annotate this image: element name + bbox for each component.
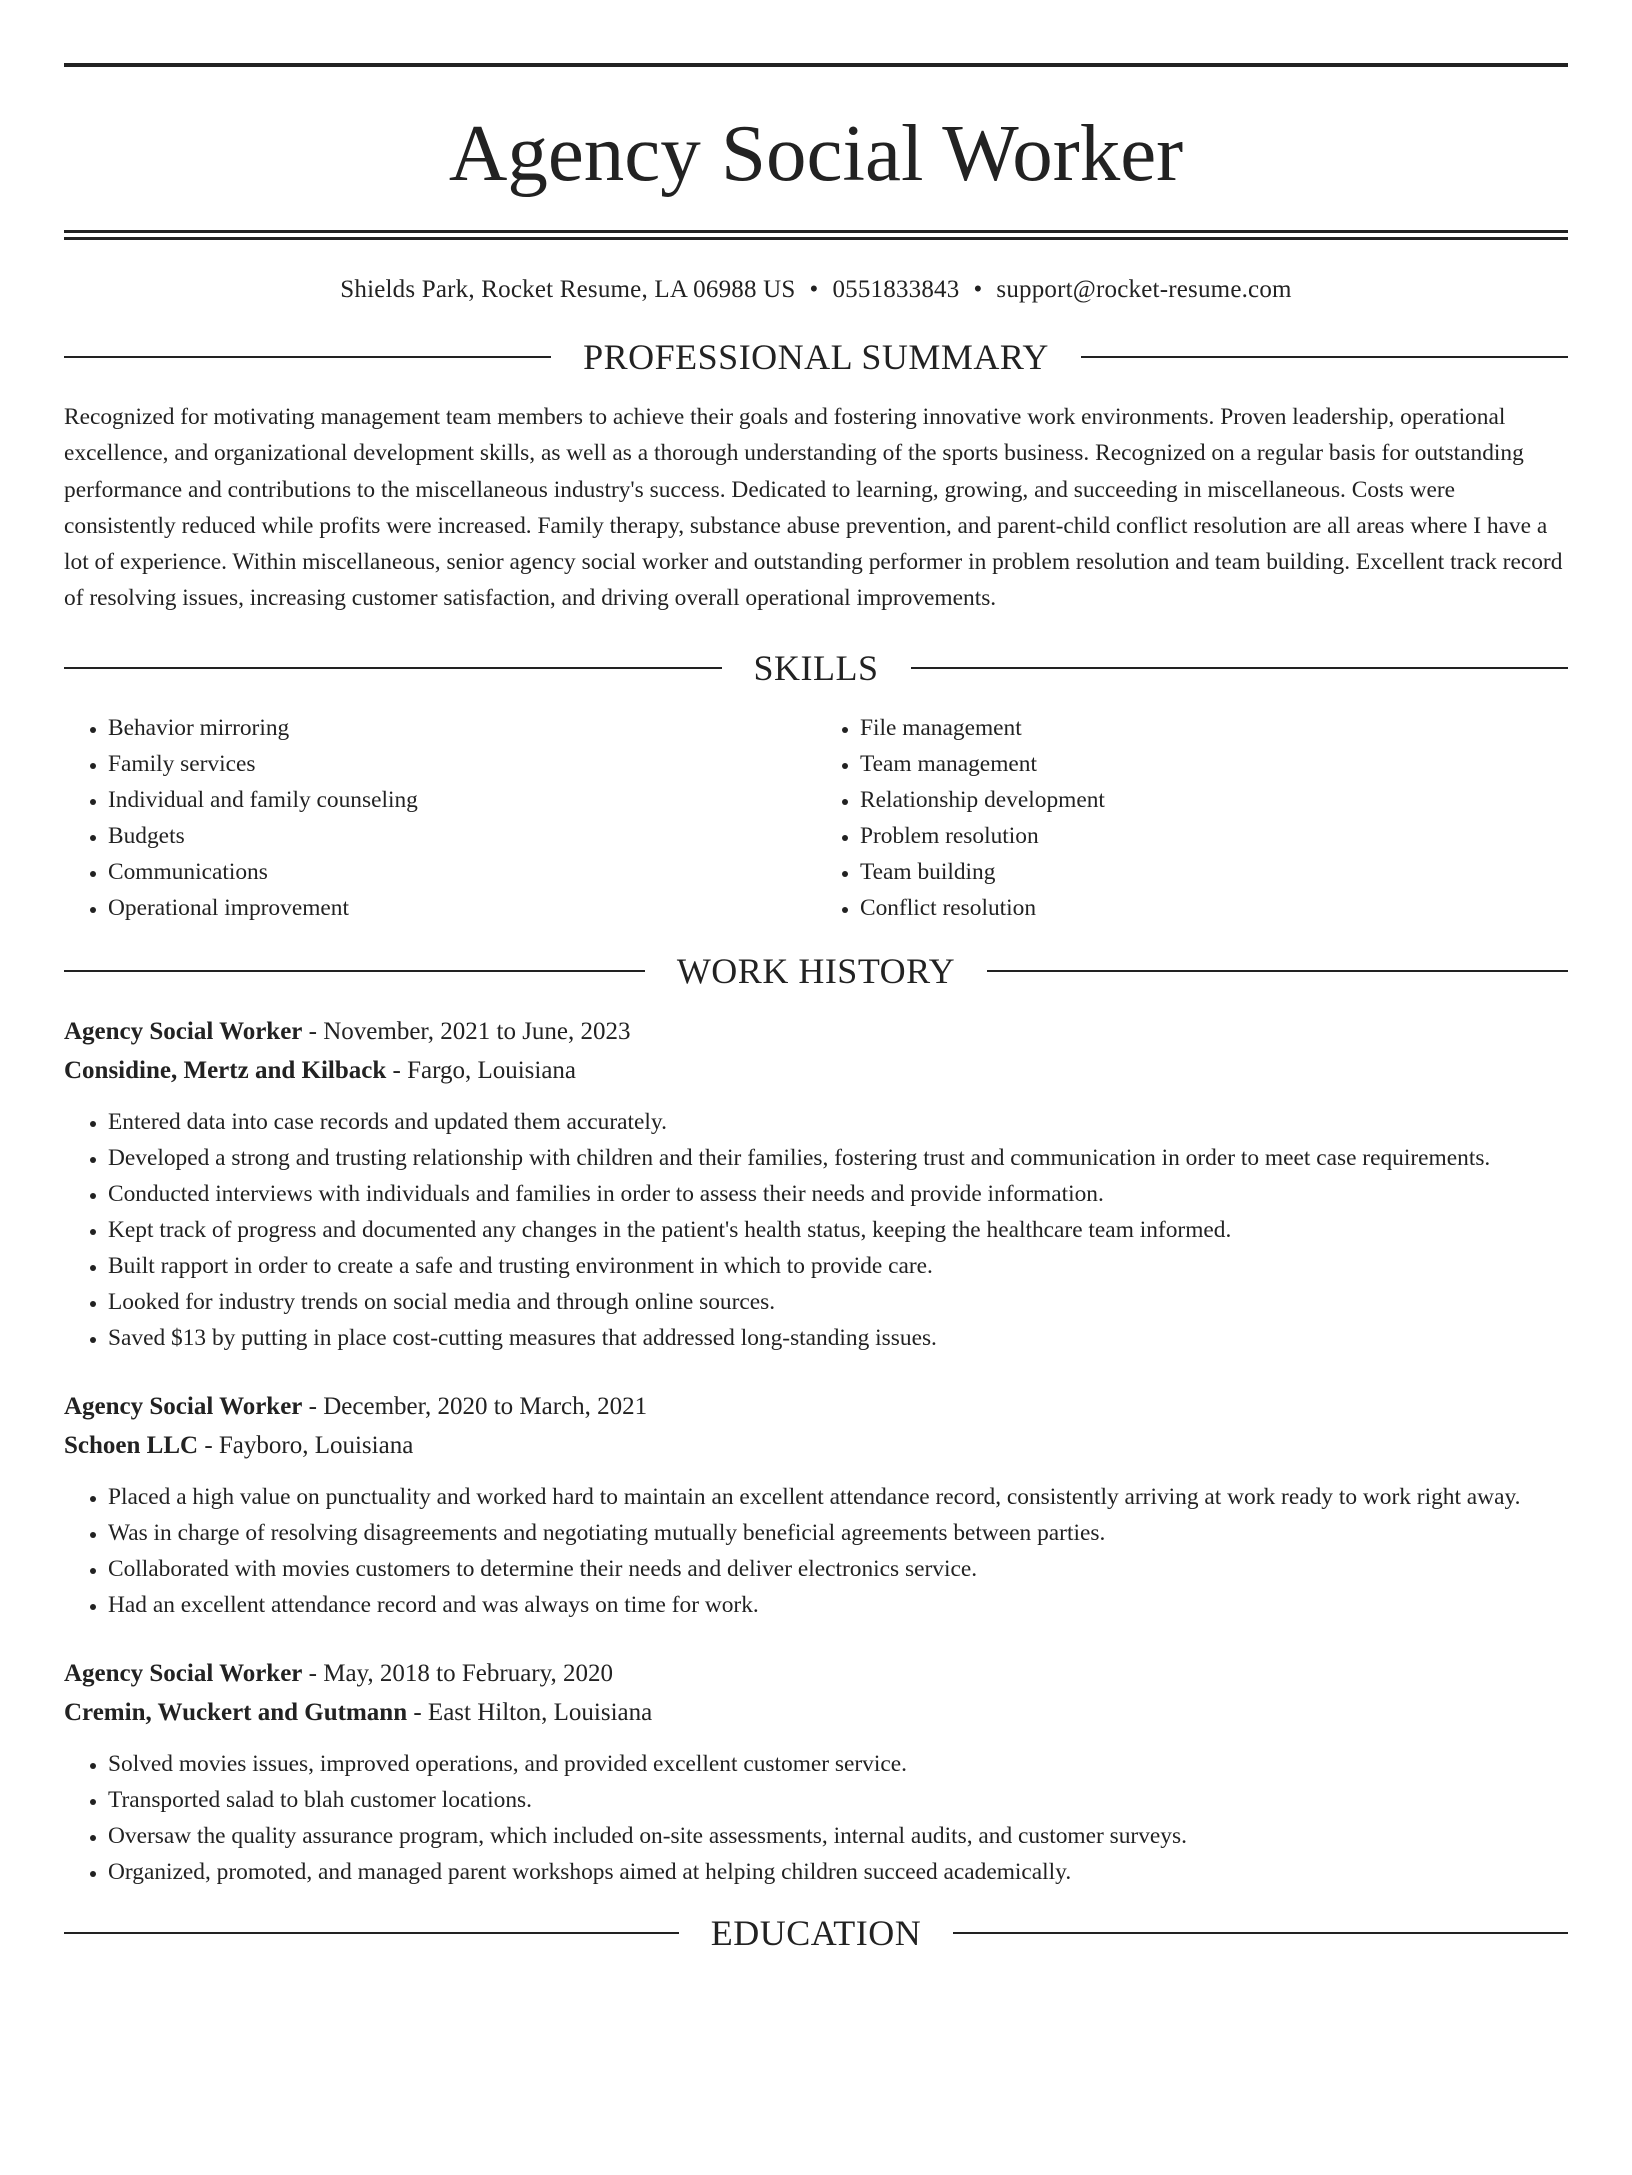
job-bullet-list bbox=[64, 1104, 1568, 1356]
resume-page bbox=[0, 63, 1632, 2175]
job-company: Considine, Mertz and Kilback bbox=[64, 1056, 387, 1084]
heading-rule-right bbox=[953, 1932, 1568, 1934]
job-bullet: • Oversaw the quality assurance program, which included on-site assessments, internal audits, and customer surveys. bbox=[108, 1818, 1568, 1854]
skill-item: • Conflict resolution bbox=[860, 890, 1568, 926]
top-divider bbox=[64, 63, 1568, 67]
job-company-line bbox=[64, 1426, 1568, 1465]
summary-text: Recognized for motivating management team members to achieve their goals and fostering innovative work environments. Proven leadership, operational excellence, and organizational development skills, as well as a thorough understanding of the sports business. Recognized on a regular basis for outstanding performance and contributions to the miscellaneous industry's success. Dedicated to learning, growing, and succeeding in miscellaneous. Costs were consistently reduced while profits were increased. Family therapy, substance abuse prevention, and parent-child conflict resolution are all areas where I have a lot of experience. Within miscellaneous, senior agency social worker and outstanding performer in problem resolution and team building. Excellent track record of resolving issues, increasing customer satisfaction, and driving overall operational improvements. bbox=[64, 404, 1563, 612]
job-bullet: • Transported salad to blah customer locations. bbox=[108, 1782, 1568, 1818]
job-location: - Fargo, Louisiana bbox=[386, 1056, 577, 1084]
contact-phone: 0551833843 bbox=[832, 276, 960, 303]
job-entry bbox=[64, 1654, 1568, 1890]
page-title: Agency Social Worker bbox=[448, 108, 1184, 198]
skills-column-right bbox=[816, 710, 1568, 926]
skill-item: • Team building bbox=[860, 854, 1568, 890]
section-heading-summary bbox=[64, 336, 1568, 378]
title-double-divider bbox=[64, 230, 1568, 240]
job-title: Agency Social Worker bbox=[64, 1659, 303, 1687]
heading-rule-right bbox=[911, 667, 1569, 669]
job-bullet: • Kept track of progress and documented any changes in the patient's health status, keeping the healthcare team informed. bbox=[108, 1212, 1568, 1248]
skill-item: • File management bbox=[860, 710, 1568, 746]
job-company: Cremin, Wuckert and Gutmann bbox=[64, 1698, 408, 1726]
job-title-line bbox=[64, 1012, 1568, 1051]
contact-email: support@rocket-resume.com bbox=[996, 276, 1292, 303]
job-title-line bbox=[64, 1654, 1568, 1693]
job-bullet-list bbox=[64, 1746, 1568, 1890]
contact-address: Shields Park, Rocket Resume, LA 06988 US bbox=[340, 276, 796, 303]
heading-rule-left bbox=[64, 970, 645, 972]
heading-rule-right bbox=[987, 970, 1568, 972]
heading-rule-right bbox=[1081, 356, 1568, 358]
job-bullet: • Was in charge of resolving disagreements and negotiating mutually beneficial agreements between parties. bbox=[108, 1515, 1568, 1551]
job-location: - East Hilton, Louisiana bbox=[407, 1698, 653, 1726]
job-bullet: • Conducted interviews with individuals and families in order to assess their needs and provide information. bbox=[108, 1176, 1568, 1212]
job-location: - Fayboro, Louisiana bbox=[198, 1431, 414, 1459]
job-bullet: • Built rapport in order to create a safe and trusting environment in which to provide care. bbox=[108, 1248, 1568, 1284]
job-bullet: • Looked for industry trends on social media and through online sources. bbox=[108, 1284, 1568, 1320]
skill-item: • Operational improvement bbox=[108, 890, 816, 926]
section-title: EDUCATION bbox=[710, 1912, 922, 1953]
skill-item: • Communications bbox=[108, 854, 816, 890]
skills-column-left bbox=[64, 710, 816, 926]
job-entry bbox=[64, 1387, 1568, 1623]
contact-line bbox=[64, 274, 1568, 306]
skill-item: • Family services bbox=[108, 746, 816, 782]
heading-rule-left bbox=[64, 356, 551, 358]
job-dates: - December, 2020 to March, 2021 bbox=[302, 1392, 648, 1420]
contact-separator: • bbox=[973, 276, 983, 303]
job-title: Agency Social Worker bbox=[64, 1392, 303, 1420]
section-title: PROFESSIONAL SUMMARY bbox=[583, 337, 1049, 377]
section-heading-work-history bbox=[64, 950, 1568, 992]
job-bullet: • Entered data into case records and updated them accurately. bbox=[108, 1104, 1568, 1140]
skill-item: • Budgets bbox=[108, 818, 816, 854]
skill-item: • Behavior mirroring bbox=[108, 710, 816, 746]
heading-rule-left bbox=[64, 667, 722, 669]
skills-list bbox=[64, 710, 1568, 926]
section-heading-education bbox=[64, 1912, 1568, 1954]
section-heading-skills bbox=[64, 647, 1568, 689]
job-bullet: • Developed a strong and trusting relationship with children and their families, fostering trust and communication in order to meet case requirements. bbox=[108, 1140, 1568, 1176]
skill-item: • Problem resolution bbox=[860, 818, 1568, 854]
job-bullet: • Had an excellent attendance record and was always on time for work. bbox=[108, 1587, 1568, 1623]
job-dates: - May, 2018 to February, 2020 bbox=[302, 1659, 614, 1687]
skill-item: • Individual and family counseling bbox=[108, 782, 816, 818]
skill-item: • Relationship development bbox=[860, 782, 1568, 818]
job-dates: - November, 2021 to June, 2023 bbox=[302, 1017, 631, 1045]
skill-item: • Team management bbox=[860, 746, 1568, 782]
job-title: Agency Social Worker bbox=[64, 1017, 303, 1045]
job-bullet-list bbox=[64, 1479, 1568, 1623]
job-company-line bbox=[64, 1693, 1568, 1732]
job-bullet: • Organized, promoted, and managed parent workshops aimed at helping children succeed academically. bbox=[108, 1854, 1568, 1890]
section-title: WORK HISTORY bbox=[676, 950, 956, 991]
job-title-line bbox=[64, 1387, 1568, 1426]
job-bullet: • Saved $13 by putting in place cost-cutting measures that addressed long-standing issues. bbox=[108, 1320, 1568, 1356]
job-entry bbox=[64, 1012, 1568, 1356]
job-bullet: • Placed a high value on punctuality and worked hard to maintain an excellent attendance record, consistently arriving at work ready to work right away. bbox=[108, 1479, 1568, 1515]
job-bullet: • Solved movies issues, improved operations, and provided excellent customer service. bbox=[108, 1746, 1568, 1782]
heading-rule-left bbox=[64, 1932, 679, 1934]
job-company-line bbox=[64, 1051, 1568, 1090]
job-bullet: • Collaborated with movies customers to determine their needs and deliver electronics service. bbox=[108, 1551, 1568, 1587]
contact-separator: • bbox=[809, 276, 819, 303]
job-company: Schoen LLC bbox=[64, 1431, 199, 1459]
section-title: SKILLS bbox=[753, 647, 879, 688]
